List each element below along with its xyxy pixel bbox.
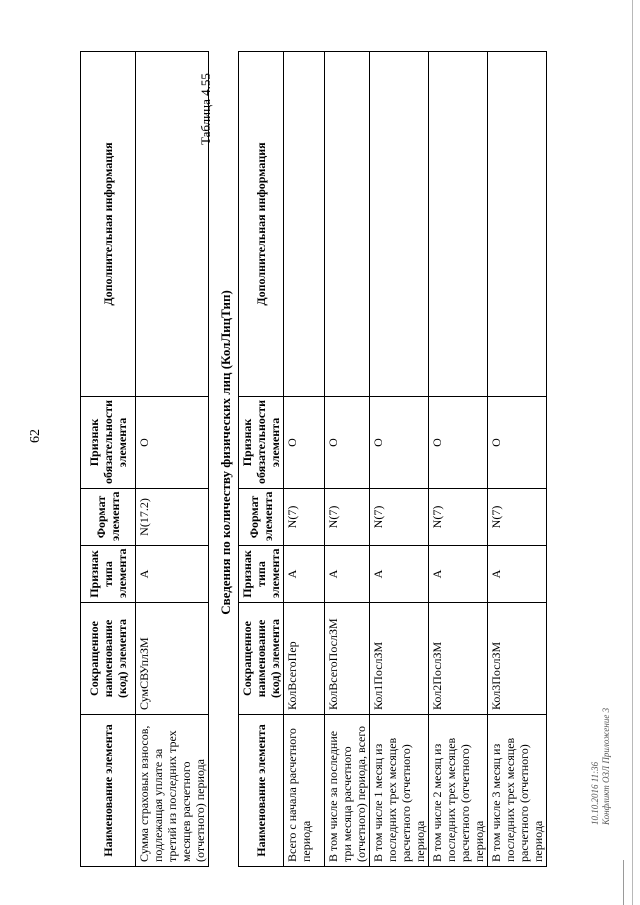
cell-format: N(7) — [429, 489, 488, 546]
cell-format: N(7) — [325, 489, 370, 546]
cell-name: В том числе 3 месяц из последних трех месяцев расчетного (отчетного) периода — [488, 715, 547, 867]
cell-name: В том числе за последние три месяца расчетного (отчетного) периода, всего — [325, 715, 370, 867]
table-header-row — [239, 52, 284, 867]
table-header-row — [81, 52, 136, 867]
cell-type: А — [284, 546, 325, 603]
cell-format: N(7) — [488, 489, 547, 546]
cell-code: Кол2ПослЗМ — [429, 603, 488, 715]
header-name: Наименование элемента — [239, 715, 284, 867]
cell-code: Кол1ПослЗМ — [370, 603, 429, 715]
cell-required: О — [370, 397, 429, 489]
cell-format: N(7) — [370, 489, 429, 546]
table-row — [136, 52, 209, 867]
cell-required: О — [488, 397, 547, 489]
cell-required: О — [429, 397, 488, 489]
cell-code: КолВсегоПер — [284, 603, 325, 715]
cell-format: N(7) — [284, 489, 325, 546]
cell-code: Кол3ПослЗМ — [488, 603, 547, 715]
header-format: Формат элемента — [239, 489, 284, 546]
page-number: 62 — [28, 429, 43, 443]
persons-count-table — [238, 51, 547, 867]
cell-info — [325, 52, 370, 397]
header-format: Формат элемента — [81, 489, 136, 546]
cell-required: О — [325, 397, 370, 489]
cell-info — [284, 52, 325, 397]
header-code: Сокращенное наименование (код) элемента — [239, 603, 284, 715]
header-required: Признак обязательности элемента — [81, 397, 136, 489]
cell-info — [429, 52, 488, 397]
cell-code: СумСВУплЗМ — [136, 603, 209, 715]
header-type: Признак типа элемента — [239, 546, 284, 603]
cell-required: О — [136, 397, 209, 489]
table-row — [488, 52, 547, 867]
table-row — [284, 52, 325, 867]
cell-type: А — [488, 546, 547, 603]
cell-name: Сумма страховых взносов, подлежащая уплате за третий из последних трех месяцев расчетного (отчетного) периода — [136, 715, 209, 867]
cell-type: А — [136, 546, 209, 603]
cell-format: N(17.2) — [136, 489, 209, 546]
cell-required: О — [284, 397, 325, 489]
cell-name: В том числе 2 месяц из последних трех месяцев расчетного (отчетного) периода — [429, 715, 488, 867]
table-row — [325, 52, 370, 867]
cell-code: КолВсегоПослЗМ — [325, 603, 370, 715]
cell-name: Всего с начала расчетного периода — [284, 715, 325, 867]
header-info: Дополнительная информация — [81, 52, 136, 397]
cell-type: А — [429, 546, 488, 603]
stamp-line: Конфликт ОЗЛ Приложение 3 — [601, 707, 611, 825]
elements-table-continued — [80, 51, 209, 867]
cell-type: А — [325, 546, 370, 603]
header-info: Дополнительная информация — [239, 52, 284, 397]
cell-type: А — [370, 546, 429, 603]
header-code: Сокращенное наименование (код) элемента — [81, 603, 136, 715]
stamp-line: 10.10.2016 11:36 — [590, 761, 600, 825]
header-name: Наименование элемента — [81, 715, 136, 867]
section-title: Сведения по количеству физических лиц (КолЛицТип) — [218, 290, 233, 615]
header-required: Признак обязательности элемента — [239, 397, 284, 489]
table-number: Таблица 4.55 — [198, 73, 213, 145]
table-row — [370, 52, 429, 867]
cell-info — [488, 52, 547, 397]
cell-info — [370, 52, 429, 397]
print-stamp — [590, 708, 612, 825]
table-row — [429, 52, 488, 867]
cell-name: В том числе 1 месяц из последних трех месяцев расчетного (отчетного) периода — [370, 715, 429, 867]
header-type: Признак типа элемента — [81, 546, 136, 603]
